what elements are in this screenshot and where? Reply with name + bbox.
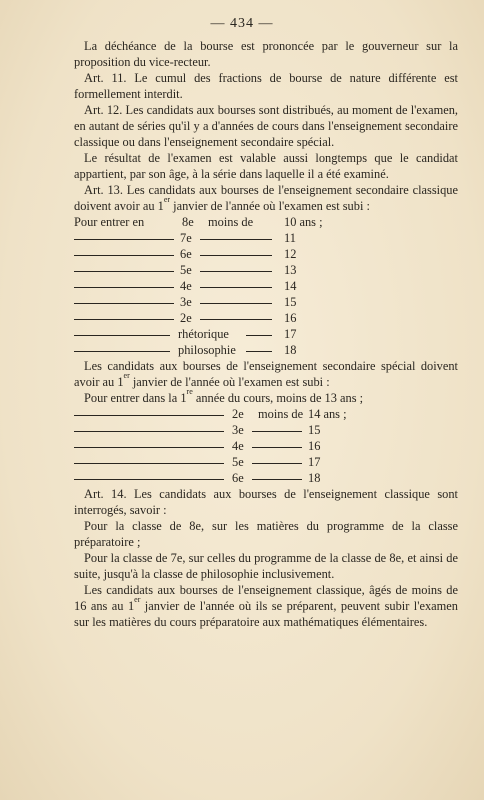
- table-leader: [200, 303, 272, 304]
- article-11: Art. 11. Le cumul des fractions de bourse de nature différente est formellement interdit.: [74, 71, 458, 101]
- table-age: 16: [284, 311, 297, 325]
- table-class: 5e: [180, 263, 192, 277]
- table-age: 15: [308, 423, 321, 437]
- table-row: [74, 294, 458, 310]
- table-leader: [74, 415, 224, 416]
- table-row: [74, 326, 458, 342]
- table-class: 4e: [232, 439, 244, 453]
- table-leader: [252, 431, 302, 432]
- article-13-text: Art. 13. Les candidats aux bourses de l'enseignement secondaire classique doivent avoir au 1: [74, 183, 458, 213]
- table-leader: [74, 335, 170, 336]
- paragraph-decheance: La déchéance de la bourse est prononcée par le gouverneur sur la proposition du vice-recteur.: [74, 39, 458, 69]
- table-class: 2e: [180, 311, 192, 325]
- table-age: 17: [308, 455, 321, 469]
- table-class: 6e: [232, 471, 244, 485]
- table-leader: [74, 287, 174, 288]
- table-age: 13: [284, 263, 297, 277]
- table-row: [74, 342, 458, 358]
- table-age: 15: [284, 295, 297, 309]
- article-14-mathematiques: [74, 582, 458, 630]
- table-leader: [200, 239, 272, 240]
- table-leader: [200, 287, 272, 288]
- table-leader: [74, 303, 174, 304]
- table-leader: [200, 271, 272, 272]
- table-row: [74, 230, 458, 246]
- table-row: [74, 470, 458, 486]
- table-leader: [252, 479, 302, 480]
- table-age: 10 ans ;: [284, 215, 323, 229]
- table-leader: [74, 431, 224, 432]
- table-row: [74, 310, 458, 326]
- page-text: [74, 38, 458, 630]
- table-lead: Pour entrer en: [74, 215, 145, 229]
- article-13-text-end: janvier de l'année où l'examen est subi :: [170, 199, 370, 213]
- paragraph-special: [74, 358, 458, 390]
- table-class: 6e: [180, 247, 192, 261]
- table-age: 12: [284, 247, 297, 261]
- table-leader: [252, 447, 302, 448]
- age-table-classique: [74, 214, 458, 358]
- table-class: 5e: [232, 455, 244, 469]
- table-class: 2e: [232, 407, 244, 421]
- superscript: er: [134, 595, 141, 604]
- table-leader: [74, 479, 224, 480]
- table-age: 14: [284, 279, 297, 293]
- table-row: [74, 214, 458, 230]
- special-text: Les candidats aux bourses de l'enseignement secondaire spécial doivent avoir au 1: [74, 359, 458, 389]
- table-leader: [74, 255, 174, 256]
- table2-lead: [74, 387, 458, 406]
- paragraph-resultat: Le résultat de l'examen est valable aussi longtemps que le candidat appartient, par son âge, à la série dans laquelle il a été examiné.: [74, 151, 458, 181]
- table-age: 11: [284, 231, 296, 245]
- table-moins-de: moins de: [208, 215, 254, 229]
- article-14-math-text: Les candidats aux bourses de l'enseignement classique, âgés de moins de 16 ans au 1: [74, 583, 458, 613]
- superscript: re: [186, 387, 193, 396]
- superscript: er: [163, 195, 171, 204]
- superscript: er: [123, 371, 130, 380]
- table-leader: [74, 351, 170, 352]
- table-age: 18: [308, 471, 321, 485]
- table2-lead-text: Pour entrer dans la 1: [84, 391, 187, 405]
- table-leader: [246, 335, 272, 336]
- table-age: 16: [308, 439, 321, 453]
- special-text-end: janvier de l'année où l'examen est subi :: [129, 375, 330, 389]
- table-class: philosophie: [178, 343, 236, 357]
- table-class: 7e: [180, 231, 192, 245]
- table-row: [74, 406, 458, 422]
- table-class: 4e: [180, 279, 192, 293]
- table-leader: [252, 463, 302, 464]
- table-class: rhétorique: [178, 327, 229, 341]
- table-leader: [74, 239, 174, 240]
- table-age: 17: [284, 327, 297, 341]
- article-14: Art. 14. Les candidats aux bourses de l'enseignement classique sont interrogés, savoir :: [74, 487, 458, 517]
- table-row: [74, 438, 458, 454]
- table-row: [74, 246, 458, 262]
- table-class: 3e: [232, 423, 244, 437]
- article-14-classe-8: Pour la classe de 8e, sur les matières du programme de la classe préparatoire ;: [74, 519, 458, 549]
- article-14-classe-7: Pour la classe de 7e, sur celles du programme de la classe de 8e, et ainsi de suite, jusqu'à la classe de philosophie inclusivement.: [74, 551, 458, 581]
- table-age: 18: [284, 343, 297, 357]
- table-leader: [200, 319, 272, 320]
- table-leader: [74, 463, 224, 464]
- page-number: — 434 —: [210, 16, 274, 31]
- table-class: 3e: [180, 295, 192, 309]
- table-row: [74, 454, 458, 470]
- article-13: [74, 182, 458, 214]
- age-table-special: [74, 406, 458, 486]
- table-age: 14 ans ;: [308, 407, 347, 421]
- table-moins-de: moins de: [258, 407, 304, 421]
- table-leader: [74, 319, 174, 320]
- table2-lead-text-end: année du cours, moins de 13 ans ;: [192, 391, 364, 405]
- table-row: [74, 278, 458, 294]
- table-leader: [200, 255, 272, 256]
- article-14-math-text-end: janvier de l'année où ils se préparent, peuvent subir l'examen sur les matières du cours préparatoire aux mathématiques élémentaires.: [74, 599, 458, 629]
- table-class: 8e: [182, 215, 194, 229]
- table-row: [74, 422, 458, 438]
- table-row: [74, 262, 458, 278]
- table-leader: [74, 447, 224, 448]
- article-12: Art. 12. Les candidats aux bourses sont distribués, au moment de l'examen, en autant de séries qu'il y a d'années de cours dans l'enseignement secondaire classique ou dans l'enseignement secondaire spécial.: [74, 103, 458, 149]
- table-leader: [74, 271, 174, 272]
- table-leader: [246, 351, 272, 352]
